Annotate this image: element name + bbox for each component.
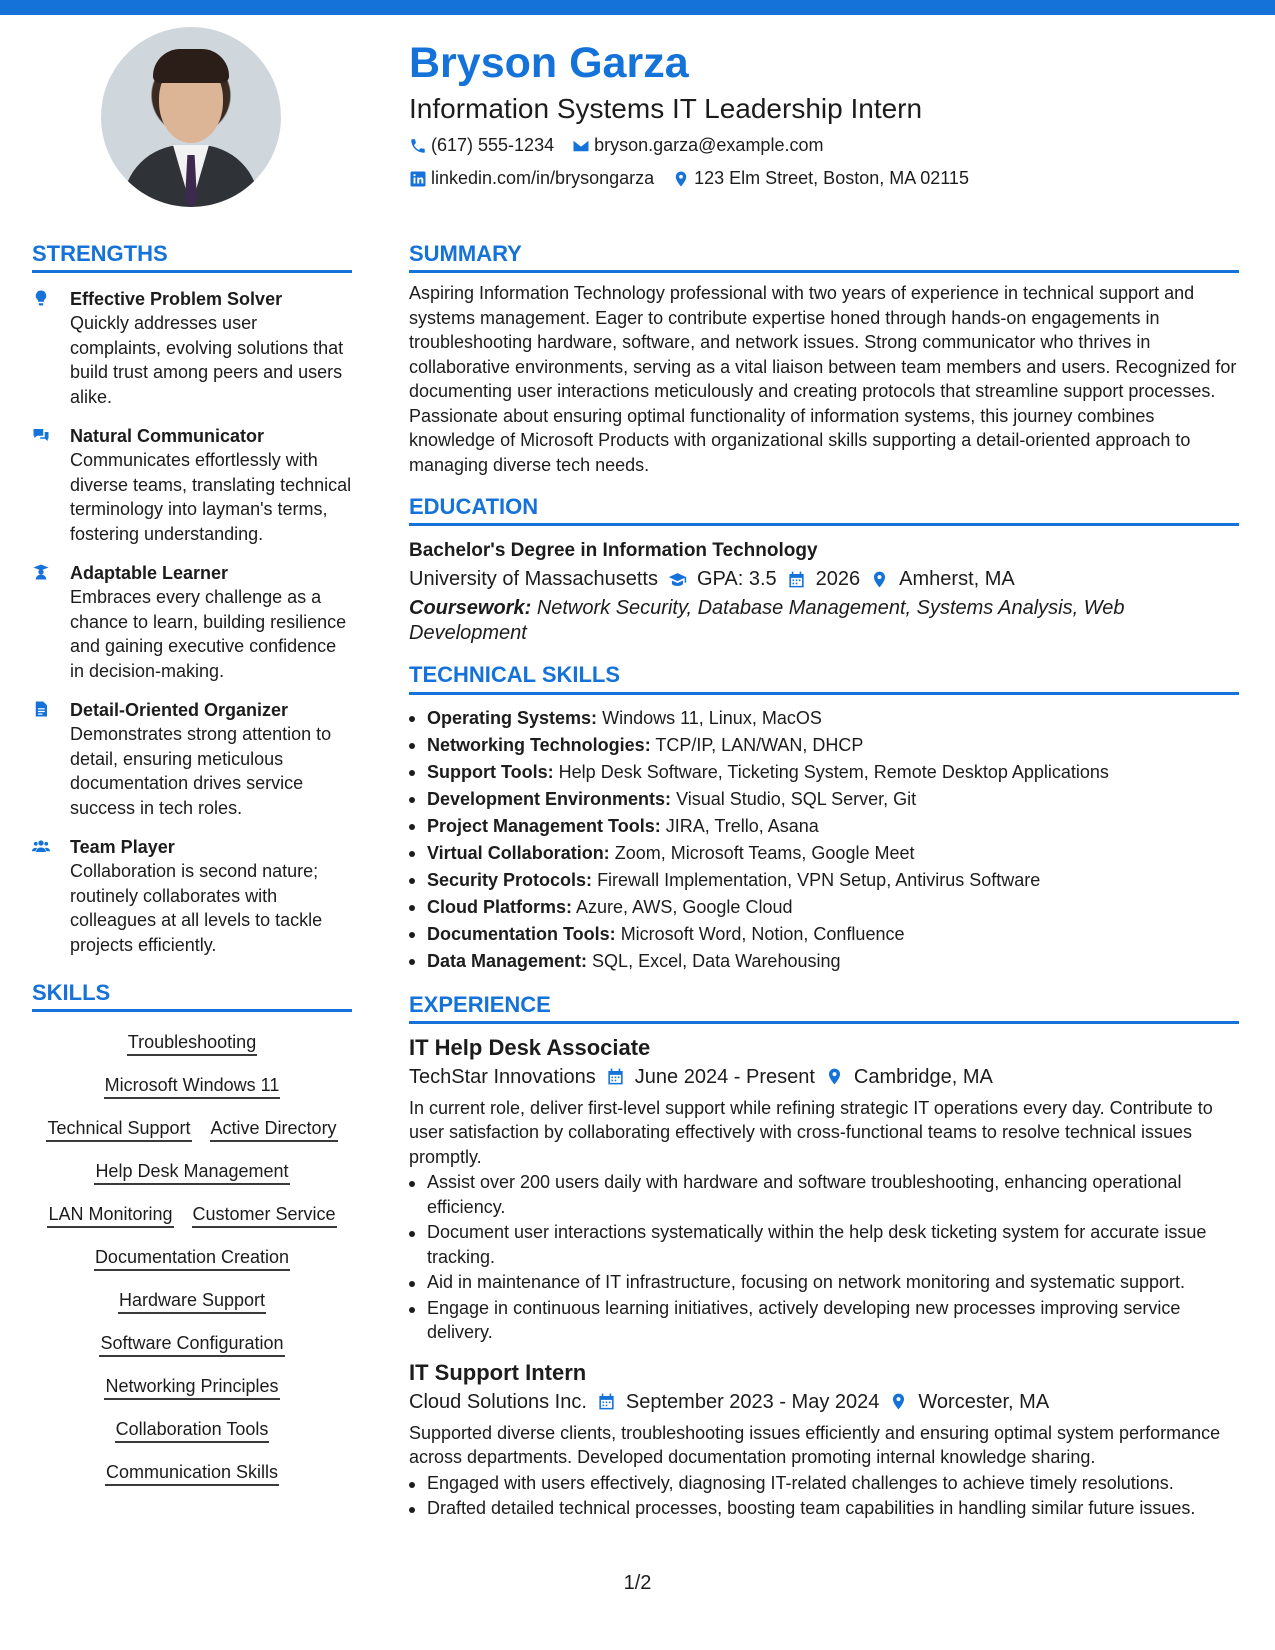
list-item: Support Tools: Help Desk Software, Ticketing System, Remote Desktop Applications (409, 759, 1239, 786)
calendar-icon (597, 1392, 616, 1411)
job-location: Cambridge, MA (853, 1065, 993, 1088)
contact-row-2 (409, 168, 969, 189)
company-name: TechStar Innovations (409, 1065, 596, 1088)
candidate-name: Bryson Garza (409, 39, 689, 87)
graduate-icon (32, 561, 52, 683)
graduation-year: 2026 (815, 568, 861, 591)
skill-tag: Networking Principles (104, 1374, 279, 1400)
map-pin-icon (889, 1392, 908, 1411)
coursework-label: Coursework: (409, 597, 532, 620)
job-meta (409, 1062, 1239, 1092)
skill-tag: Troubleshooting (127, 1030, 257, 1056)
skill-tag: Software Configuration (99, 1331, 284, 1357)
skill-tag: Documentation Creation (94, 1245, 290, 1271)
skills-list (32, 1030, 352, 1486)
left-column (32, 242, 352, 1486)
strength-desc: Embraces every challenge as a chance to learn, building resilience and gaining executive confidence in decision-making. (70, 587, 347, 681)
list-item: Aid in maintenance of IT infrastructure, focusing on network monitoring and systematic support. (409, 1270, 1239, 1295)
school-name: University of Massachusetts (409, 568, 658, 591)
skills-heading: SKILLS (32, 981, 352, 1012)
strength-item (32, 287, 352, 409)
strength-title: Detail-Oriented Organizer (70, 700, 289, 721)
document-icon (32, 698, 52, 820)
job-description: In current role, deliver first-level support while refining strategic IT operations every day. Contribute to user satisfaction by collaborating effectively with cross-functional teams to resolve technical issues promptly. (409, 1097, 1213, 1167)
email-text[interactable]: bryson.garza@example.com (594, 135, 824, 155)
candidate-title: Information Systems IT Leadership Intern (409, 93, 923, 124)
strength-title: Effective Problem Solver (70, 289, 283, 310)
phone-contact (409, 135, 554, 156)
education-heading: EDUCATION (409, 495, 1239, 526)
job-title: IT Support Intern (409, 1359, 587, 1385)
map-pin-icon (825, 1067, 844, 1086)
calendar-icon (787, 570, 806, 589)
strength-item (32, 698, 352, 820)
linkedin-text[interactable]: linkedin.com/in/brysongarza (431, 168, 655, 188)
skill-tag: Help Desk Management (94, 1159, 289, 1185)
phone-text[interactable]: (617) 555-1234 (431, 135, 555, 155)
technical-skills-heading: TECHNICAL SKILLS (409, 663, 1239, 694)
calendar-icon (606, 1067, 625, 1086)
technical-skills-list (409, 705, 1239, 975)
summary-text: Aspiring Information Technology professional with two years of experience in technical support and systems management. Eager to contribute expertise honed through hands-on engagements in troubleshooting hardware, software, and network issues. Strong communicator who thrives in collaborative environments, serving as a vital liaison between team members and users. Recognized for documenting user interactions meticulously and creating protocols that streamline support processes. Passionate about ensuring optimal functionality of information systems, this journey combines knowledge of Microsoft Products with organizational skills supporting a detail-oriented approach to managing diverse tech needs. (409, 283, 1237, 475)
degree-title: Bachelor's Degree in Information Technology (409, 540, 818, 562)
contact-row-1 (409, 135, 823, 156)
strength-title: Natural Communicator (70, 426, 265, 447)
email-contact (572, 135, 823, 156)
strength-item (32, 835, 352, 957)
strength-item (32, 561, 352, 683)
list-item: Virtual Collaboration: Zoom, Microsoft Teams, Google Meet (409, 840, 1239, 867)
experience-section (409, 993, 1239, 1521)
summary-heading: SUMMARY (409, 242, 1239, 273)
skill-tag: Active Directory (210, 1116, 338, 1142)
list-item: Engaged with users effectively, diagnosing IT-related challenges to achieve timely resolutions. (409, 1471, 1239, 1496)
education-section (409, 495, 1239, 645)
job-location: Worcester, MA (918, 1390, 1050, 1413)
job-bullets (409, 1170, 1239, 1345)
job-bullets (409, 1471, 1239, 1521)
technical-skills-section (409, 663, 1239, 974)
strengths-heading: STRENGTHS (32, 242, 352, 273)
envelope-icon (572, 137, 590, 155)
list-item: Documentation Tools: Microsoft Word, Notion, Confluence (409, 921, 1239, 948)
job-description: Supported diverse clients, troubleshooting issues efficiently and ensuring optimal system performance across departments. Developed documentation promoting internal knowledge sharing. (409, 1422, 1221, 1468)
job-title: IT Help Desk Associate (409, 1034, 651, 1060)
strength-desc: Quickly addresses user complaints, evolving solutions that build trust among peers and users alike. (70, 313, 344, 407)
gpa-text: GPA: 3.5 (696, 568, 777, 591)
coursework-list: Network Security, Database Management, Systems Analysis, Web Development (409, 597, 1125, 644)
top-accent-bar (0, 0, 1275, 15)
company-name: Cloud Solutions Inc. (409, 1390, 587, 1413)
address-contact (672, 168, 969, 189)
list-item: Networking Technologies: TCP/IP, LAN/WAN, DHCP (409, 732, 1239, 759)
strength-item (32, 424, 352, 546)
linkedin-contact (409, 168, 654, 189)
linkedin-icon (409, 170, 427, 188)
graduation-cap-icon (668, 570, 687, 589)
job-dates: September 2023 - May 2024 (625, 1390, 880, 1413)
skills-section (32, 981, 352, 1486)
skill-tag: Customer Service (192, 1202, 337, 1228)
list-item: Drafted detailed technical processes, boosting team capabilities in handling similar future issues. (409, 1496, 1239, 1521)
strengths-list (32, 287, 352, 957)
team-icon (32, 835, 52, 957)
skill-tag: Technical Support (46, 1116, 191, 1142)
strength-desc: Collaboration is second nature; routinely collaborates with colleagues at all levels to tackle projects efficiently. (70, 861, 323, 955)
summary-section (409, 242, 1239, 477)
list-item: Document user interactions systematically within the help desk ticketing system for accurate issue tracking. (409, 1220, 1239, 1269)
list-item: Security Protocols: Firewall Implementation, VPN Setup, Antivirus Software (409, 867, 1239, 894)
education-meta (409, 564, 1239, 594)
job-meta (409, 1387, 1239, 1417)
address-text: 123 Elm Street, Boston, MA 02115 (694, 168, 969, 188)
school-location: Amherst, MA (899, 568, 1015, 591)
list-item: Assist over 200 users daily with hardware and software troubleshooting, enhancing operational efficiency. (409, 1170, 1239, 1219)
profile-photo (101, 27, 281, 207)
skill-tag: Microsoft Windows 11 (104, 1073, 281, 1099)
chat-bubbles-icon (32, 424, 52, 546)
strength-title: Team Player (70, 837, 175, 858)
list-item: Cloud Platforms: Azure, AWS, Google Cloud (409, 894, 1239, 921)
skill-tag: Collaboration Tools (115, 1417, 270, 1443)
map-pin-icon (870, 570, 889, 589)
skill-tag: Hardware Support (118, 1288, 266, 1314)
list-item: Engage in continuous learning initiatives, actively developing new processes improving service delivery. (409, 1296, 1239, 1345)
skill-tag: Communication Skills (105, 1460, 279, 1486)
coursework (409, 596, 1239, 645)
strength-desc: Communicates effortlessly with diverse teams, translating technical terminology into layman's terms, fostering understanding. (70, 450, 352, 544)
map-pin-icon (672, 170, 690, 188)
strength-desc: Demonstrates strong attention to detail, ensuring meticulous documentation drives service success in tech roles. (70, 724, 332, 818)
list-item: Operating Systems: Windows 11, Linux, MacOS (409, 705, 1239, 732)
page-number: 1/2 (623, 1572, 652, 1594)
lightbulb-icon (32, 287, 52, 409)
list-item: Development Environments: Visual Studio, SQL Server, Git (409, 786, 1239, 813)
right-column (409, 242, 1239, 1521)
phone-icon (409, 137, 427, 155)
job-dates: June 2024 - Present (634, 1065, 815, 1088)
list-item: Data Management: SQL, Excel, Data Warehousing (409, 948, 1239, 975)
experience-heading: EXPERIENCE (409, 993, 1239, 1024)
list-item: Project Management Tools: JIRA, Trello, Asana (409, 813, 1239, 840)
strength-title: Adaptable Learner (70, 563, 229, 584)
skill-tag: LAN Monitoring (47, 1202, 173, 1228)
